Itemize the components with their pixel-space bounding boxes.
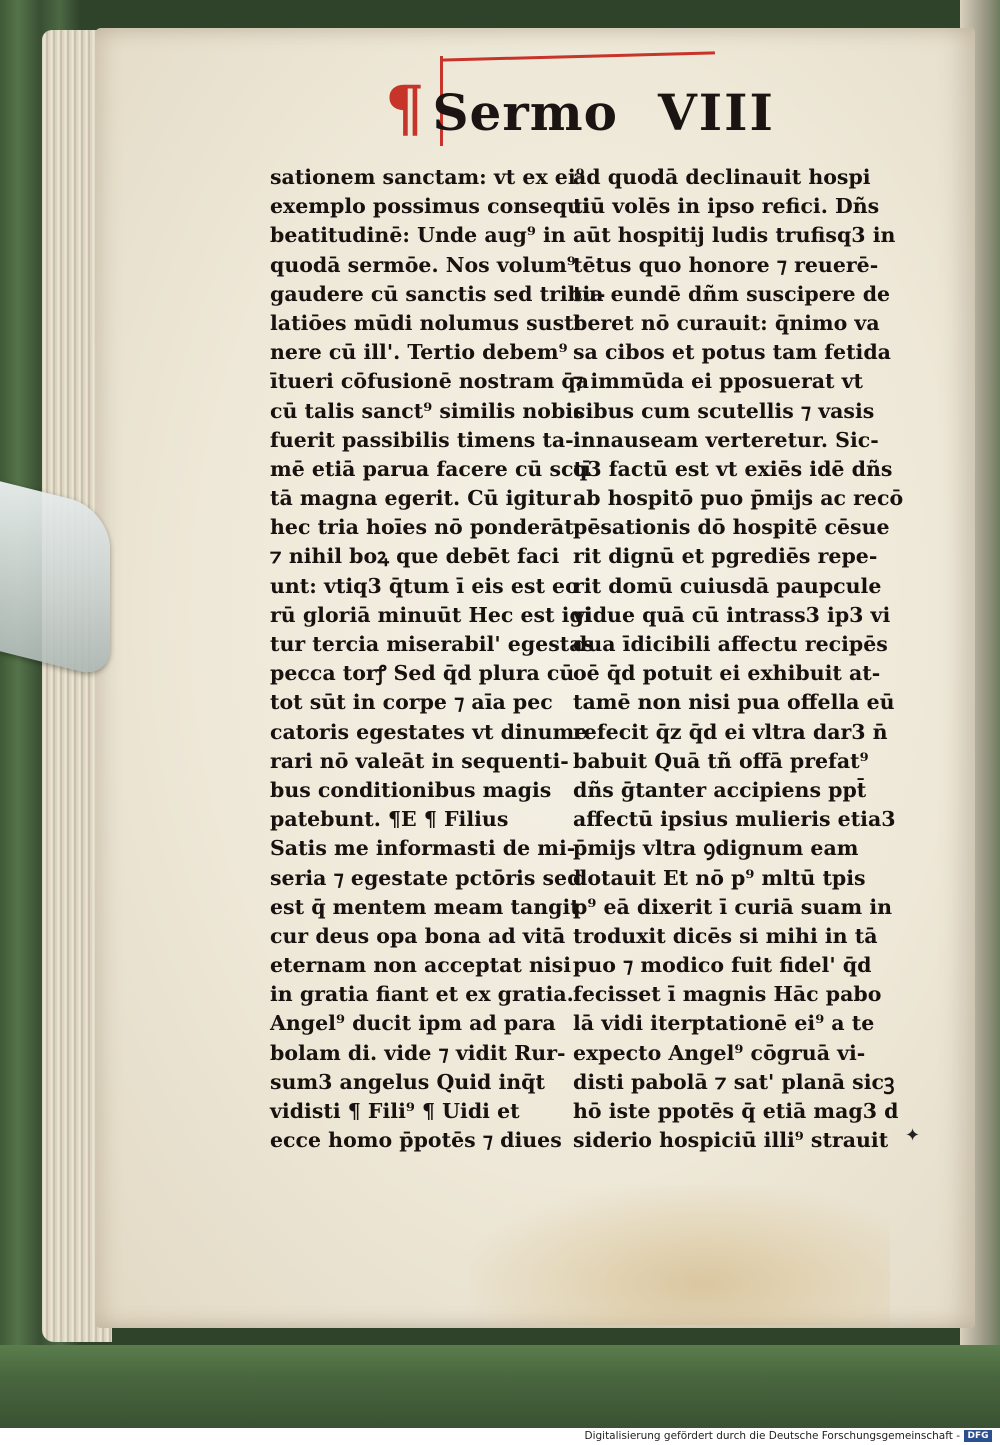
text-line: latiōes mūdi nolumus susti — [270, 310, 582, 335]
binding-bottom-edge — [0, 1345, 1000, 1428]
text-line: patebunt. ¶E ¶ Filius — [270, 807, 509, 832]
text-line: exemplo possimus consequi — [270, 194, 590, 219]
text-line: disti pabolā ⁊ sat' planā sicꝫ — [573, 1069, 895, 1094]
text-line: ab hospitō puo p̄mijs ac recō — [573, 486, 904, 511]
text-line: tētus quo honore ⁊ reuerē- — [573, 252, 879, 277]
text-line: beret nō curauit: q̄nimo va — [573, 310, 880, 335]
text-line: oē q̄d potuit ei exhibuit at- — [573, 661, 881, 686]
text-line: eternam non acceptat nisi — [270, 953, 571, 978]
running-header — [385, 72, 775, 148]
text-line: bus conditionibus magis — [270, 777, 552, 802]
text-line: refecit q̄z q̄d ei vltra dar3 n̄ — [573, 719, 888, 744]
text-line: seria ⁊ egestate pctōris sed — [270, 865, 582, 890]
text-line: tiū volēs in ipso refici. Dñs — [573, 194, 880, 219]
text-line: ītueri cōfusionē nostram q̄a — [270, 369, 590, 394]
text-line: p̄mijs vltra ꝯdignum eam — [573, 836, 859, 861]
text-line: ⁊ nihil boꝝ que debēt faci — [270, 544, 560, 569]
text-line: ad quodā declinauit hospi — [573, 165, 871, 189]
header-title: Sermo — [432, 83, 618, 142]
text-line: innauseam verteretur. Sic- — [573, 427, 879, 452]
text-line: affectū ipsius mulieris etia3 — [573, 807, 896, 832]
text-line: cur deus opa bona ad vitā — [270, 923, 566, 948]
text-line: dotauit Et nō p⁹ mltū tpis — [573, 865, 866, 890]
text-line: bolam di. vide ⁊ vidit Rur- — [270, 1040, 566, 1065]
text-line: sationem sanctam: vt ex ei⁹ — [270, 165, 585, 189]
text-column-left — [270, 163, 606, 1155]
text-line: hō iste ppotēs q̄ etiā mag3 d — [573, 1099, 899, 1123]
text-line: aūt hospitij ludis trufisq3 in — [573, 223, 896, 248]
text-line: fecisset ī magnis Hāc pabo — [573, 982, 882, 1007]
water-stain — [470, 1185, 890, 1325]
text-line: rari nō valeāt in sequenti- — [270, 748, 569, 773]
text-line: quodā sermōe. Nos volum⁹ — [270, 252, 576, 277]
text-line: rit domū cuiusdā paupcule — [573, 573, 882, 598]
text-line: cibus cum scutellis ⁊ vasis — [573, 398, 875, 423]
text-line: hec tria hoīes nō ponderāt — [270, 515, 574, 540]
digitization-footer — [0, 1428, 1000, 1445]
text-line: sum3 angelus Quid inq̄t — [270, 1069, 545, 1094]
text-line: ecce homo p̄potēs ⁊ diues — [270, 1128, 562, 1153]
text-line: beatitudinē: Unde aug⁹ in — [270, 223, 566, 248]
text-line: rū gloriā minuūt Hec est igi — [270, 602, 592, 627]
header-sermon-number: VIII — [657, 83, 775, 142]
text-line: in gratia fiant et ex gratia. — [270, 982, 574, 1007]
footer-credit-text: Digitalisierung gefördert durch die Deutsche Forschungsgemeinschaft - — [584, 1430, 960, 1442]
text-line: tā magna egerit. Cū igitur — [270, 486, 571, 511]
text-line: fuerit passibilis timens ta- — [270, 427, 574, 452]
text-line: vidisti ¶ Fili⁹ ¶ Uidi et — [270, 1099, 520, 1123]
text-line: cū talis sanct⁹ similis nobis — [270, 398, 585, 423]
text-line: p⁹ eā dixerit ī curiā suam in — [573, 894, 893, 919]
text-line: troduxit dicēs si mihi in tā — [573, 923, 878, 948]
text-line: lā vidi iterptationē ei⁹ a te — [573, 1011, 875, 1036]
text-line: vidue quā cū intrass3 ip3 vi — [573, 602, 891, 627]
text-line: Satis me informasti de mi- — [270, 836, 576, 861]
text-line: catoris egestates vt dinume — [270, 719, 588, 744]
dfg-logo: DFG — [964, 1430, 992, 1442]
text-line: ⁊ immūda ei pposuerat vt — [573, 369, 864, 394]
text-line: tot sūt in corpe ⁊ aīa pec — [270, 690, 553, 715]
text-line: siderio hospiciū illi⁹ strauit — [573, 1128, 889, 1153]
text-line: puo ⁊ modico fuit fidel' q̄d — [573, 953, 872, 978]
text-line: q3 factū est vt exiēs idē dñs — [573, 456, 893, 481]
text-line: est q̄ mentem meam tangit — [270, 894, 580, 919]
text-line: gaudere cū sanctis sed tribu- — [270, 281, 606, 306]
text-line: nere cū ill'. Tertio debem⁹ — [270, 340, 568, 365]
text-line: pecca torꝭ Sed q̄d plura cū — [270, 661, 575, 686]
text-line: sa cibos et potus tam fetida — [573, 340, 891, 365]
text-line: babuit Quā tñ offā prefat⁹ — [573, 748, 869, 773]
text-line: tur tercia miserabil' egestas — [270, 632, 595, 656]
text-line: pēsationis dō hospitē cēsue — [573, 515, 890, 540]
ink-mark: ✦ — [905, 1125, 921, 1146]
text-line: tia eundē dñm suscipere de — [573, 281, 891, 306]
text-line: tamē non nisi pua offella eū — [573, 690, 895, 715]
text-line: rit dignū et pgrediēs repe- — [573, 544, 878, 569]
text-line: unt: vtiq3 q̄tum ī eis est eo — [270, 573, 579, 598]
text-line: dñs ḡtanter accipiens ppt̄ — [573, 777, 867, 802]
text-line: mē etiā parua facere cū sctī — [270, 456, 591, 481]
text-column-right — [573, 163, 904, 1155]
pilcrow-icon: ¶ — [385, 72, 425, 145]
text-line: Angel⁹ ducit ipm ad para — [270, 1011, 556, 1036]
text-line: expecto Angel⁹ cōgruā vi- — [573, 1040, 866, 1065]
text-line: dua īdicibili affectu recipēs — [573, 632, 888, 656]
